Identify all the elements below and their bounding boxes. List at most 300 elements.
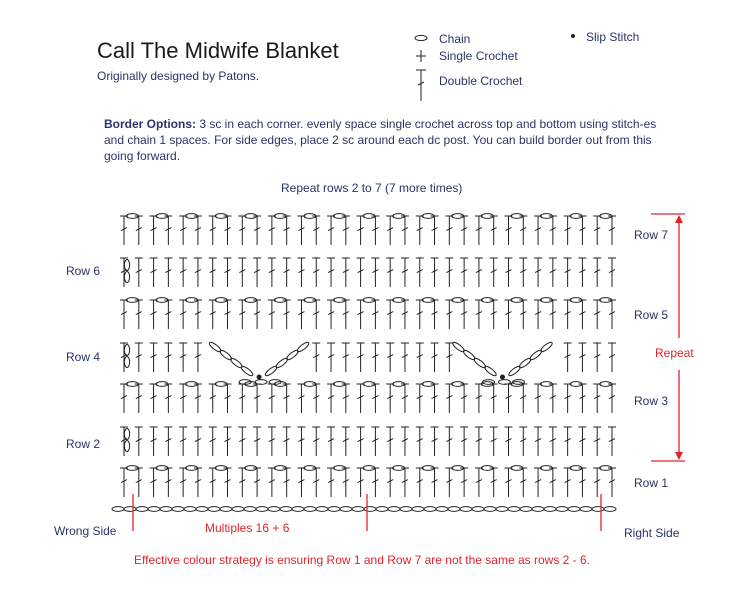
double-crochet-stitch	[549, 468, 557, 497]
chain-stitch	[508, 507, 520, 512]
double-crochet-stitch	[253, 468, 261, 497]
double-crochet-stitch	[164, 384, 172, 413]
double-crochet-stitch	[297, 300, 305, 329]
double-crochet-stitch	[401, 427, 409, 456]
double-crochet-stitch	[460, 300, 468, 329]
double-crochet-stitch	[342, 343, 350, 372]
double-crochet-stitch	[416, 258, 424, 287]
chain-stitch	[376, 507, 388, 512]
chain-stitch	[220, 507, 232, 512]
double-crochet-stitch	[135, 216, 143, 245]
double-crochet-stitch	[238, 427, 246, 456]
double-crochet-stitch	[593, 343, 601, 372]
double-crochet-stitch	[179, 384, 187, 413]
double-crochet-stitch	[150, 216, 158, 245]
turning-chain	[124, 272, 129, 283]
legend-chain-label: Chain	[439, 32, 471, 46]
chain-stitch	[328, 507, 340, 512]
double-crochet-stitch	[297, 258, 305, 287]
double-crochet-stitch	[401, 216, 409, 245]
double-crochet-stitch	[342, 468, 350, 497]
double-crochet-stitch	[608, 300, 616, 329]
double-crochet-stitch	[416, 384, 424, 413]
double-crochet-stitch	[238, 300, 246, 329]
double-crochet-stitch	[224, 216, 232, 245]
double-crochet-stitch	[164, 427, 172, 456]
slip-stitch	[500, 375, 504, 379]
chain-arc-stitch	[264, 365, 278, 377]
double-crochet-stitch	[534, 258, 542, 287]
row-label-6: Row 6	[66, 264, 101, 278]
double-crochet-stitch	[519, 300, 527, 329]
double-crochet-stitch	[342, 427, 350, 456]
double-crochet-stitch	[490, 216, 498, 245]
double-crochet-stitch	[534, 427, 542, 456]
double-crochet-stitch	[312, 468, 320, 497]
chain-arc-stitch	[240, 365, 254, 377]
double-crochet-stitch	[150, 300, 158, 329]
double-crochet-stitch	[490, 427, 498, 456]
double-crochet-stitch	[593, 384, 601, 413]
double-crochet-stitch	[578, 258, 586, 287]
turning-chain	[124, 441, 129, 452]
double-crochet-stitch	[608, 258, 616, 287]
turning-chain	[124, 345, 129, 356]
double-crochet-stitch	[504, 258, 512, 287]
double-crochet-stitch	[357, 468, 365, 497]
row-label-3: Row 3	[634, 394, 669, 408]
double-crochet-stitch	[401, 384, 409, 413]
chain-stitch	[196, 507, 208, 512]
double-crochet-stitch	[593, 216, 601, 245]
double-crochet-stitch	[342, 300, 350, 329]
double-crochet-stitch	[312, 216, 320, 245]
double-crochet-stitch	[150, 258, 158, 287]
double-crochet-stitch	[283, 300, 291, 329]
chain-stitch	[304, 507, 316, 512]
double-crochet-stitch	[504, 300, 512, 329]
double-crochet-stitch	[357, 427, 365, 456]
double-crochet-stitch	[431, 300, 439, 329]
double-crochet-stitch	[386, 343, 394, 372]
double-crochet-stitch	[460, 216, 468, 245]
double-crochet-stitch	[534, 216, 542, 245]
double-crochet-stitch	[283, 427, 291, 456]
double-crochet-stitch	[593, 427, 601, 456]
legend-single-crochet-icon	[416, 50, 426, 62]
double-crochet-stitch	[357, 216, 365, 245]
wrong-side-label: Wrong Side	[54, 524, 117, 538]
double-crochet-stitch	[297, 384, 305, 413]
chain-stitch	[208, 507, 220, 512]
double-crochet-stitch	[445, 343, 453, 372]
double-crochet-stitch	[445, 384, 453, 413]
double-crochet-stitch	[135, 384, 143, 413]
double-crochet-stitch	[504, 384, 512, 413]
double-crochet-stitch	[283, 258, 291, 287]
double-crochet-stitch	[431, 216, 439, 245]
double-crochet-stitch	[445, 258, 453, 287]
chain-stitch	[412, 507, 424, 512]
double-crochet-stitch	[578, 343, 586, 372]
double-crochet-stitch	[120, 216, 128, 245]
chain-stitch	[520, 507, 532, 512]
double-crochet-stitch	[371, 468, 379, 497]
double-crochet-stitch	[209, 258, 217, 287]
double-crochet-stitch	[297, 468, 305, 497]
double-crochet-stitch	[504, 468, 512, 497]
double-crochet-stitch	[342, 216, 350, 245]
double-crochet-stitch	[150, 468, 158, 497]
chain-stitch	[316, 507, 328, 512]
row-label-2: Row 2	[66, 437, 101, 451]
double-crochet-stitch	[593, 468, 601, 497]
double-crochet-stitch	[386, 468, 394, 497]
double-crochet-stitch	[327, 343, 335, 372]
double-crochet-stitch	[224, 300, 232, 329]
chain-stitch	[460, 507, 472, 512]
double-crochet-stitch	[253, 216, 261, 245]
double-crochet-stitch	[253, 427, 261, 456]
double-crochet-stitch	[327, 427, 335, 456]
double-crochet-stitch	[445, 216, 453, 245]
double-crochet-stitch	[519, 384, 527, 413]
turning-chain	[124, 357, 129, 368]
multiples-label: Multiples 16 + 6	[205, 521, 290, 535]
double-crochet-stitch	[549, 384, 557, 413]
double-crochet-stitch	[224, 384, 232, 413]
double-crochet-stitch	[179, 343, 187, 372]
double-crochet-stitch	[164, 258, 172, 287]
double-crochet-stitch	[327, 468, 335, 497]
double-crochet-stitch	[268, 427, 276, 456]
double-crochet-stitch	[490, 258, 498, 287]
chain-stitch	[184, 507, 196, 512]
double-crochet-stitch	[238, 468, 246, 497]
double-crochet-stitch	[386, 258, 394, 287]
double-crochet-stitch	[386, 300, 394, 329]
double-crochet-stitch	[475, 384, 483, 413]
chain-stitch	[136, 507, 148, 512]
double-crochet-stitch	[164, 300, 172, 329]
double-crochet-stitch	[238, 258, 246, 287]
double-crochet-stitch	[475, 427, 483, 456]
double-crochet-stitch	[179, 216, 187, 245]
double-crochet-stitch	[253, 384, 261, 413]
double-crochet-stitch	[386, 427, 394, 456]
double-crochet-stitch	[209, 216, 217, 245]
double-crochet-stitch	[253, 300, 261, 329]
double-crochet-stitch	[312, 300, 320, 329]
double-crochet-stitch	[490, 468, 498, 497]
double-crochet-stitch	[283, 216, 291, 245]
double-crochet-stitch	[224, 468, 232, 497]
chain-stitch	[544, 507, 556, 512]
legend-slip-stitch-label: Slip Stitch	[586, 30, 640, 44]
double-crochet-stitch	[209, 427, 217, 456]
chain-stitch	[280, 507, 292, 512]
double-crochet-stitch	[357, 343, 365, 372]
turning-chain	[124, 260, 129, 271]
double-crochet-stitch	[460, 468, 468, 497]
double-crochet-stitch	[179, 468, 187, 497]
double-crochet-stitch	[564, 427, 572, 456]
chain-stitch	[604, 507, 616, 512]
double-crochet-stitch	[268, 384, 276, 413]
repeat-bracket	[651, 214, 685, 461]
chain-stitch	[352, 507, 364, 512]
double-crochet-stitch	[283, 468, 291, 497]
double-crochet-stitch	[593, 258, 601, 287]
chain-stitch	[172, 507, 184, 512]
double-crochet-stitch	[194, 384, 202, 413]
row-label-5: Row 5	[634, 308, 669, 322]
repeat-label: Repeat	[655, 346, 694, 360]
double-crochet-stitch	[179, 300, 187, 329]
chain-stitch	[400, 507, 412, 512]
chain-stitch	[292, 507, 304, 512]
chain-stitch	[532, 507, 544, 512]
double-crochet-stitch	[475, 300, 483, 329]
chain-arc-stitch	[507, 365, 521, 377]
page-subtitle: Originally designed by Patons.	[97, 69, 260, 83]
double-crochet-stitch	[519, 427, 527, 456]
double-crochet-stitch	[401, 300, 409, 329]
double-crochet-stitch	[416, 468, 424, 497]
chain-stitch	[388, 507, 400, 512]
legend-single-crochet-label: Single Crochet	[439, 49, 518, 63]
double-crochet-stitch	[475, 216, 483, 245]
double-crochet-stitch	[297, 427, 305, 456]
double-crochet-stitch	[371, 300, 379, 329]
double-crochet-stitch	[416, 216, 424, 245]
chain-stitch	[436, 507, 448, 512]
double-crochet-stitch	[120, 300, 128, 329]
chain-stitch	[448, 507, 460, 512]
double-crochet-stitch	[120, 384, 128, 413]
slip-stitch	[257, 375, 261, 379]
double-crochet-stitch	[593, 300, 601, 329]
double-crochet-stitch	[475, 258, 483, 287]
double-crochet-stitch	[460, 384, 468, 413]
chain-stitch	[580, 507, 592, 512]
chain-stitch	[592, 507, 604, 512]
double-crochet-stitch	[253, 258, 261, 287]
double-crochet-stitch	[519, 216, 527, 245]
double-crochet-stitch	[490, 384, 498, 413]
double-crochet-stitch	[312, 427, 320, 456]
double-crochet-stitch	[578, 468, 586, 497]
double-crochet-stitch	[164, 216, 172, 245]
double-crochet-stitch	[608, 343, 616, 372]
double-crochet-stitch	[357, 258, 365, 287]
double-crochet-stitch	[445, 300, 453, 329]
chain-stitch	[124, 507, 136, 512]
footer-note: Effective colour strategy is ensuring Row 1 and Row 7 are not the same as rows 2 - 6.	[134, 553, 590, 567]
double-crochet-stitch	[416, 300, 424, 329]
double-crochet-stitch	[549, 216, 557, 245]
row-label-4: Row 4	[66, 350, 101, 364]
double-crochet-stitch	[357, 384, 365, 413]
double-crochet-stitch	[386, 384, 394, 413]
chain-stitch	[496, 507, 508, 512]
double-crochet-stitch	[194, 216, 202, 245]
chain-arc-stitch	[483, 365, 497, 377]
double-crochet-stitch	[416, 343, 424, 372]
double-crochet-stitch	[460, 427, 468, 456]
double-crochet-stitch	[268, 216, 276, 245]
double-crochet-stitch	[578, 427, 586, 456]
double-crochet-stitch	[209, 384, 217, 413]
double-crochet-stitch	[578, 216, 586, 245]
double-crochet-stitch	[608, 216, 616, 245]
double-crochet-stitch	[164, 468, 172, 497]
stitch-rows	[112, 214, 616, 512]
double-crochet-stitch	[549, 300, 557, 329]
double-crochet-stitch	[445, 427, 453, 456]
double-crochet-stitch	[431, 468, 439, 497]
chain-stitch	[364, 507, 376, 512]
double-crochet-stitch	[135, 427, 143, 456]
legend-double-crochet-label: Double Crochet	[439, 74, 523, 88]
chain-stitch	[484, 507, 496, 512]
double-crochet-stitch	[431, 384, 439, 413]
double-crochet-stitch	[475, 468, 483, 497]
double-crochet-stitch	[608, 384, 616, 413]
double-crochet-stitch	[564, 343, 572, 372]
double-crochet-stitch	[578, 300, 586, 329]
double-crochet-stitch	[431, 427, 439, 456]
double-crochet-stitch	[519, 468, 527, 497]
row-label-1: Row 1	[634, 476, 669, 490]
chain-stitch	[568, 507, 580, 512]
double-crochet-stitch	[534, 468, 542, 497]
double-crochet-stitch	[194, 343, 202, 372]
double-crochet-stitch	[431, 258, 439, 287]
double-crochet-stitch	[608, 427, 616, 456]
double-crochet-stitch	[371, 343, 379, 372]
border-options-body: 3 sc in each corner. evenly space single crochet across top and bottom using stitch-es and chain 1 spaces. For side edges, place 2 sc around each dc post. You can build border out from this going forward.	[104, 117, 657, 163]
double-crochet-stitch	[283, 384, 291, 413]
double-crochet-stitch	[460, 258, 468, 287]
double-crochet-stitch	[504, 216, 512, 245]
chain-stitch	[340, 507, 352, 512]
double-crochet-stitch	[564, 300, 572, 329]
double-crochet-stitch	[194, 258, 202, 287]
double-crochet-stitch	[268, 300, 276, 329]
double-crochet-stitch	[578, 384, 586, 413]
border-options-heading: Border Options:	[104, 117, 196, 131]
double-crochet-stitch	[150, 384, 158, 413]
chain-stitch	[472, 507, 484, 512]
double-crochet-stitch	[297, 216, 305, 245]
double-crochet-stitch	[504, 427, 512, 456]
chain-stitch	[256, 507, 268, 512]
turning-chain	[124, 429, 129, 440]
double-crochet-stitch	[312, 384, 320, 413]
double-crochet-stitch	[327, 216, 335, 245]
double-crochet-stitch	[490, 300, 498, 329]
double-crochet-stitch	[179, 258, 187, 287]
double-crochet-stitch	[534, 300, 542, 329]
double-crochet-stitch	[386, 216, 394, 245]
double-crochet-stitch	[135, 343, 143, 372]
double-crochet-stitch	[120, 468, 128, 497]
chain-stitch	[424, 507, 436, 512]
double-crochet-stitch	[445, 468, 453, 497]
right-side-label: Right Side	[624, 526, 680, 540]
double-crochet-stitch	[371, 384, 379, 413]
double-crochet-stitch	[327, 384, 335, 413]
double-crochet-stitch	[150, 343, 158, 372]
chain-stitch	[244, 507, 256, 512]
double-crochet-stitch	[135, 300, 143, 329]
double-crochet-stitch	[312, 343, 320, 372]
double-crochet-stitch	[194, 427, 202, 456]
double-crochet-stitch	[224, 427, 232, 456]
double-crochet-stitch	[327, 300, 335, 329]
double-crochet-stitch	[150, 427, 158, 456]
double-crochet-stitch	[209, 300, 217, 329]
double-crochet-stitch	[194, 300, 202, 329]
chain-stitch	[556, 507, 568, 512]
double-crochet-stitch	[401, 343, 409, 372]
chain-stitch	[160, 507, 172, 512]
multiples-markers	[133, 494, 601, 531]
double-crochet-stitch	[342, 384, 350, 413]
double-crochet-stitch	[312, 258, 320, 287]
page-title: Call The Midwife Blanket	[97, 38, 339, 63]
double-crochet-stitch	[401, 258, 409, 287]
legend-double-crochet-icon	[416, 70, 426, 101]
double-crochet-stitch	[238, 216, 246, 245]
double-crochet-stitch	[564, 216, 572, 245]
double-crochet-stitch	[519, 258, 527, 287]
chain-stitch	[268, 507, 280, 512]
double-crochet-stitch	[194, 468, 202, 497]
double-crochet-stitch	[179, 427, 187, 456]
row-label-7: Row 7	[634, 228, 669, 242]
double-crochet-stitch	[135, 468, 143, 497]
double-crochet-stitch	[371, 258, 379, 287]
double-crochet-stitch	[401, 468, 409, 497]
double-crochet-stitch	[327, 258, 335, 287]
double-crochet-stitch	[371, 427, 379, 456]
chain-stitch	[232, 507, 244, 512]
double-crochet-stitch	[549, 427, 557, 456]
legend-slip-stitch-icon	[571, 34, 575, 38]
chain-stitch	[148, 507, 160, 512]
double-crochet-stitch	[342, 258, 350, 287]
double-crochet-stitch	[164, 343, 172, 372]
double-crochet-stitch	[534, 384, 542, 413]
double-crochet-stitch	[268, 258, 276, 287]
double-crochet-stitch	[431, 343, 439, 372]
double-crochet-stitch	[416, 427, 424, 456]
double-crochet-stitch	[608, 468, 616, 497]
double-crochet-stitch	[564, 258, 572, 287]
double-crochet-stitch	[224, 258, 232, 287]
double-crochet-stitch	[268, 468, 276, 497]
double-crochet-stitch	[564, 468, 572, 497]
double-crochet-stitch	[564, 384, 572, 413]
legend-chain-icon	[415, 35, 427, 40]
double-crochet-stitch	[371, 216, 379, 245]
double-crochet-stitch	[135, 258, 143, 287]
chain-stitch	[112, 507, 124, 512]
double-crochet-stitch	[238, 384, 246, 413]
double-crochet-stitch	[549, 258, 557, 287]
